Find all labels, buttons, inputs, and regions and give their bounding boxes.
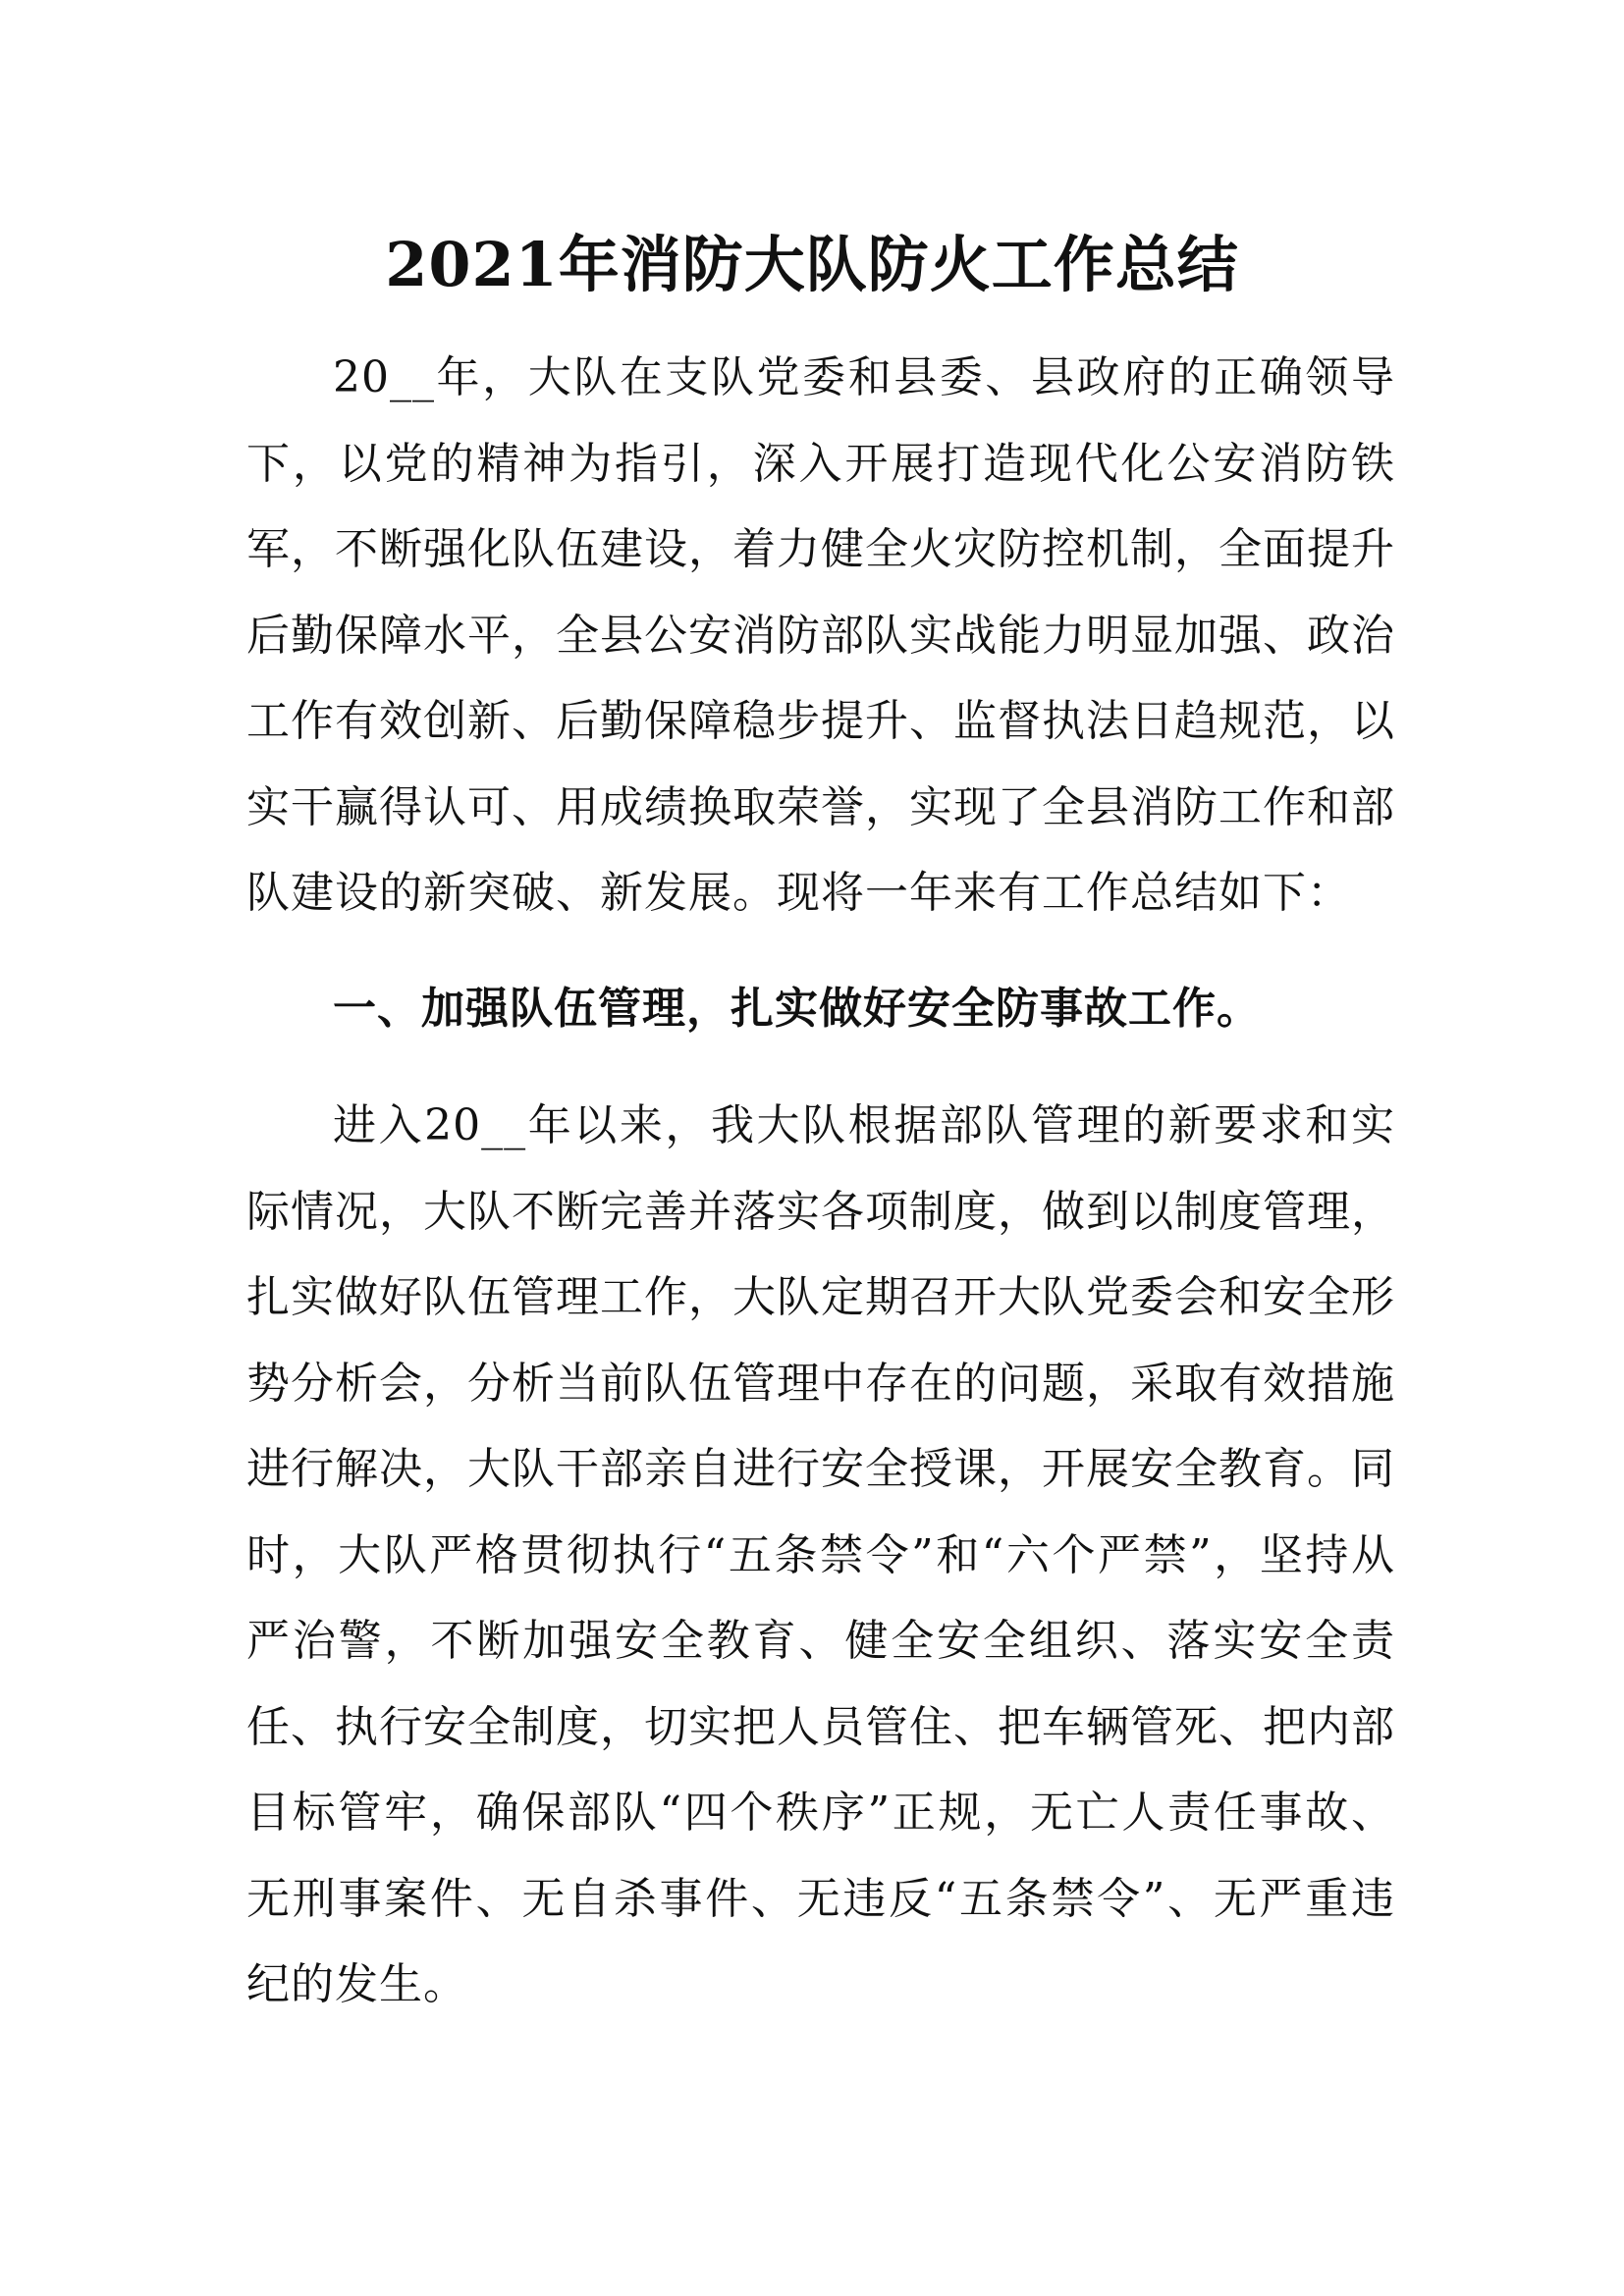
document-title: 2021年消防大队防火工作总结 [385, 229, 1239, 300]
section-heading: 一、加强队伍管理，扎实做好安全防事故工作。 [333, 984, 1261, 1034]
section-paragraph: 进入20__年以来，我大队根据部队管理的新要求和实际情况，大队不断完善并落实各项制度，做到以制度管理，扎实做好队伍管理工作，大队定期召开大队党委会和安全形势分析会，分析当前队伍管理中存在的问题，采取有效措施进行解决，大队干部亲自进行安全授课，开展安全教育。同时，大队严格贯彻执行“五条禁令”和“六个严禁”，坚持从严治警，不断加强安全教育、健全安全组织、落实安全责任、执行安全制度，切实把人员管住、把车辆管死、把内部目标管牢，确保部队“四个秩序”正规，无亡人责任事故、无刑事案件、无自杀事件、无违反“五条禁令”、无严重违纪的发生。 [246, 1100, 1395, 2009]
intro-paragraph: 20__年，大队在支队党委和县委、县政府的正确领导下，以党的精神为指引，深入开展打造现代化公安消防铁军，不断强化队伍建设，着力健全火灾防控机制，全面提升后勤保障水平，全县公安消防部队实战能力明显加强、政治工作有效创新、后勤保障稳步提升、监督执法日趋规范，以实干赢得认可、用成绩换取荣誉，实现了全县消防工作和部队建设的新突破、新发展。现将一年来有工作总结如下： [246, 352, 1395, 918]
